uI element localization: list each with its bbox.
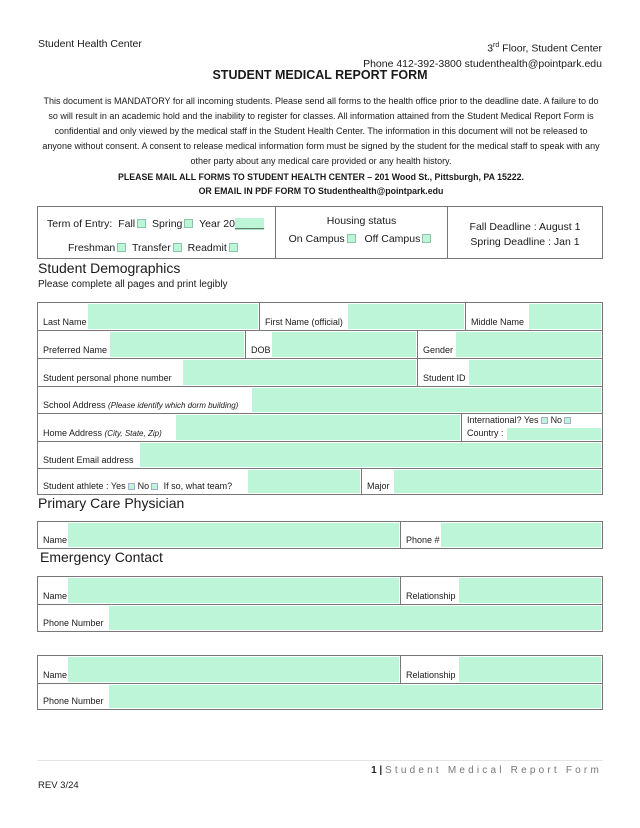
fall-deadline: Fall Deadline : August 1 (469, 221, 581, 233)
footer-divider (37, 760, 603, 761)
emergency-1-relationship-label: Relationship (406, 591, 456, 601)
international-label: International? Yes (467, 415, 539, 425)
deadline-cell (448, 207, 602, 258)
emergency-1-phone-row (37, 604, 603, 632)
header-contact (363, 38, 602, 72)
major-cell (362, 469, 602, 494)
housing-cell (276, 207, 448, 258)
emergency-2-relationship-label: Relationship (406, 670, 456, 680)
international-no-checkbox[interactable] (564, 417, 571, 424)
readmit-checkbox[interactable] (229, 243, 238, 252)
gender-input[interactable] (456, 332, 601, 357)
floor-suffix: rd (493, 42, 500, 49)
email-input[interactable] (140, 443, 601, 467)
pcp-name-cell (38, 522, 401, 548)
year-input[interactable] (235, 218, 264, 230)
home-address-text: Home Address (43, 428, 105, 438)
mail-line-1: PLEASE MAIL ALL FORMS TO STUDENT HEALTH CENTER – 201 Wood St., Pittsburgh, PA 15222. (117, 172, 524, 182)
middle-name-label: Middle Name (471, 317, 525, 327)
phone-cell (38, 359, 418, 386)
middle-name-input[interactable] (529, 304, 601, 329)
emergency-2-name-input[interactable] (68, 657, 399, 682)
school-address-row (37, 386, 603, 413)
student-id-label: Student ID (423, 373, 466, 383)
student-id-input[interactable] (469, 360, 601, 385)
international-yes-checkbox[interactable] (541, 417, 548, 424)
term-line (47, 218, 264, 230)
email-row (37, 441, 603, 468)
intro-paragraph: This document is MANDATORY for all incoming students. Please send all forms to the health office prior to the deadline date. A failure to do so will result in an academic hold and the inability to register for classes. All information attained from the Student Medical Report Form is confidential and only viewed by the medical staff in the Student Health Center. The information in this document will not be released to anyone without consent. A consent to release medical information form must be signed by the student for the medical staff to speak with any other party about any medical care provided or any health history. (42, 96, 600, 166)
emergency-1-name-row (37, 576, 603, 604)
pcp-row (37, 521, 603, 549)
home-address-note: (City, State, Zip) (104, 429, 162, 438)
revision-label: REV 3/24 (38, 780, 79, 791)
first-name-cell (260, 303, 466, 330)
student-id-cell (418, 359, 602, 386)
mail-instructions (40, 170, 602, 198)
emergency-2-relationship-cell (401, 656, 602, 683)
emergency-1-phone-label: Phone Number (43, 618, 104, 628)
transfer-checkbox[interactable] (173, 243, 182, 252)
athlete-yes-label: Student athlete : Yes (43, 481, 126, 491)
athlete-row (37, 468, 603, 495)
address-line (363, 38, 602, 57)
term-of-entry-cell (38, 207, 276, 258)
on-campus-checkbox[interactable] (347, 234, 356, 243)
athlete-no-checkbox[interactable] (151, 483, 158, 490)
page-separator: | (376, 765, 385, 776)
transfer-label: Transfer (132, 242, 171, 254)
pcp-title: Primary Care Physician (38, 495, 185, 511)
year-blank: _____ (234, 218, 265, 230)
address-rest: Floor, Student Center (499, 42, 602, 55)
term-box (37, 206, 603, 259)
emergency-2-name-row (37, 655, 603, 683)
school-address-text: School Address (43, 400, 109, 410)
name-row (37, 302, 603, 330)
emergency-1-name-cell (38, 577, 401, 604)
home-address-row (37, 413, 603, 441)
school-address-note: (Please identify which dorm building) (108, 401, 239, 410)
term-label: Term of Entry: (47, 218, 113, 230)
emergency-2-phone-input[interactable] (109, 685, 601, 708)
org-name: Student Health Center (38, 38, 142, 50)
team-input[interactable] (248, 470, 360, 493)
pcp-phone-cell (401, 522, 602, 548)
page-number: 1 (371, 765, 377, 776)
preferred-row (37, 330, 603, 358)
international-no-label: No (550, 415, 563, 425)
emergency-2-name-label: Name (43, 670, 68, 680)
preferred-name-input[interactable] (110, 332, 244, 357)
emergency-1-phone-cell (38, 605, 602, 631)
major-label: Major (367, 481, 390, 491)
demographics-title: Student Demographics (38, 260, 181, 276)
preferred-name-label: Preferred Name (43, 345, 108, 355)
footer-doc-title: Student Medical Report Form (384, 765, 602, 776)
email-label: Student Email address (43, 455, 134, 465)
year-label: Year 20 (199, 218, 235, 230)
athlete-label (43, 481, 232, 491)
gender-cell (418, 331, 602, 358)
first-name-label: First Name (official) (265, 317, 343, 327)
home-address-input[interactable] (176, 415, 460, 440)
last-name-input[interactable] (88, 304, 258, 329)
pcp-name-input[interactable] (68, 523, 399, 547)
first-name-input[interactable] (348, 304, 464, 329)
emergency-2-relationship-input[interactable] (459, 657, 601, 682)
emergency-1-relationship-input[interactable] (459, 578, 601, 603)
phone-label: Student personal phone number (43, 373, 172, 383)
housing-options (276, 233, 447, 245)
emergency-2-phone-row (37, 683, 603, 710)
home-address-cell (38, 414, 462, 441)
emergency-1-name-label: Name (43, 591, 68, 601)
freshman-label: Freshman (68, 242, 116, 254)
readmit-label: Readmit (187, 242, 227, 254)
emergency-2-phone-label: Phone Number (43, 696, 104, 706)
freshman-checkbox[interactable] (117, 243, 126, 252)
country-label: Country : (467, 428, 504, 438)
student-type-line (68, 242, 241, 254)
school-address-label (43, 400, 238, 410)
emergency-2-phone-cell (38, 684, 602, 709)
home-address-label (43, 428, 162, 438)
athlete-cell (38, 469, 362, 494)
major-input[interactable] (394, 470, 601, 493)
international-line (467, 415, 574, 425)
emergency-2-name-cell (38, 656, 401, 683)
off-campus-checkbox[interactable] (422, 234, 431, 243)
athlete-yes-checkbox[interactable] (128, 483, 135, 490)
emergency-title: Emergency Contact (40, 549, 163, 565)
emergency-1-relationship-cell (401, 577, 602, 604)
country-input[interactable] (507, 428, 601, 440)
page-title: STUDENT MEDICAL REPORT FORM (212, 68, 428, 82)
school-address-cell (38, 387, 602, 413)
last-name-label: Last Name (43, 317, 87, 327)
emergency-1-phone-input[interactable] (109, 606, 601, 630)
athlete-no-label: No (137, 481, 150, 491)
preferred-name-cell (38, 331, 246, 358)
pcp-phone-input[interactable] (441, 523, 601, 547)
mail-line-2: OR EMAIL IN PDF FORM TO Studenthealth@pointpark.edu (198, 186, 444, 196)
dob-label: DOB (251, 345, 271, 355)
phone-input[interactable] (183, 360, 416, 385)
dob-cell (246, 331, 418, 358)
floor-number: 3 (487, 42, 494, 55)
pcp-name-label: Name (43, 535, 68, 545)
international-cell (462, 414, 602, 441)
fall-label: Fall (118, 218, 136, 230)
fall-checkbox[interactable] (137, 219, 146, 228)
off-campus-label: Off Campus (364, 233, 421, 245)
on-campus-label: On Campus (288, 233, 345, 245)
contact-line: Phone 412-392-3800 studenthealth@pointpark.edu (363, 57, 602, 70)
dob-input[interactable] (272, 332, 416, 357)
spring-label: Spring (152, 218, 183, 230)
pcp-phone-label: Phone # (406, 535, 440, 545)
page-footer (371, 765, 602, 776)
middle-name-cell (466, 303, 602, 330)
team-label: If so, what team? (163, 481, 233, 491)
demographics-subtitle: Please complete all pages and print legibly (38, 279, 228, 290)
housing-title: Housing status (326, 215, 397, 227)
email-cell (38, 442, 602, 468)
gender-label: Gender (423, 345, 454, 355)
last-name-cell (38, 303, 260, 330)
spring-deadline: Spring Deadline : Jan 1 (470, 236, 580, 248)
phone-row (37, 358, 603, 386)
spring-checkbox[interactable] (184, 219, 193, 228)
school-address-input[interactable] (252, 388, 601, 412)
emergency-1-name-input[interactable] (68, 578, 399, 603)
